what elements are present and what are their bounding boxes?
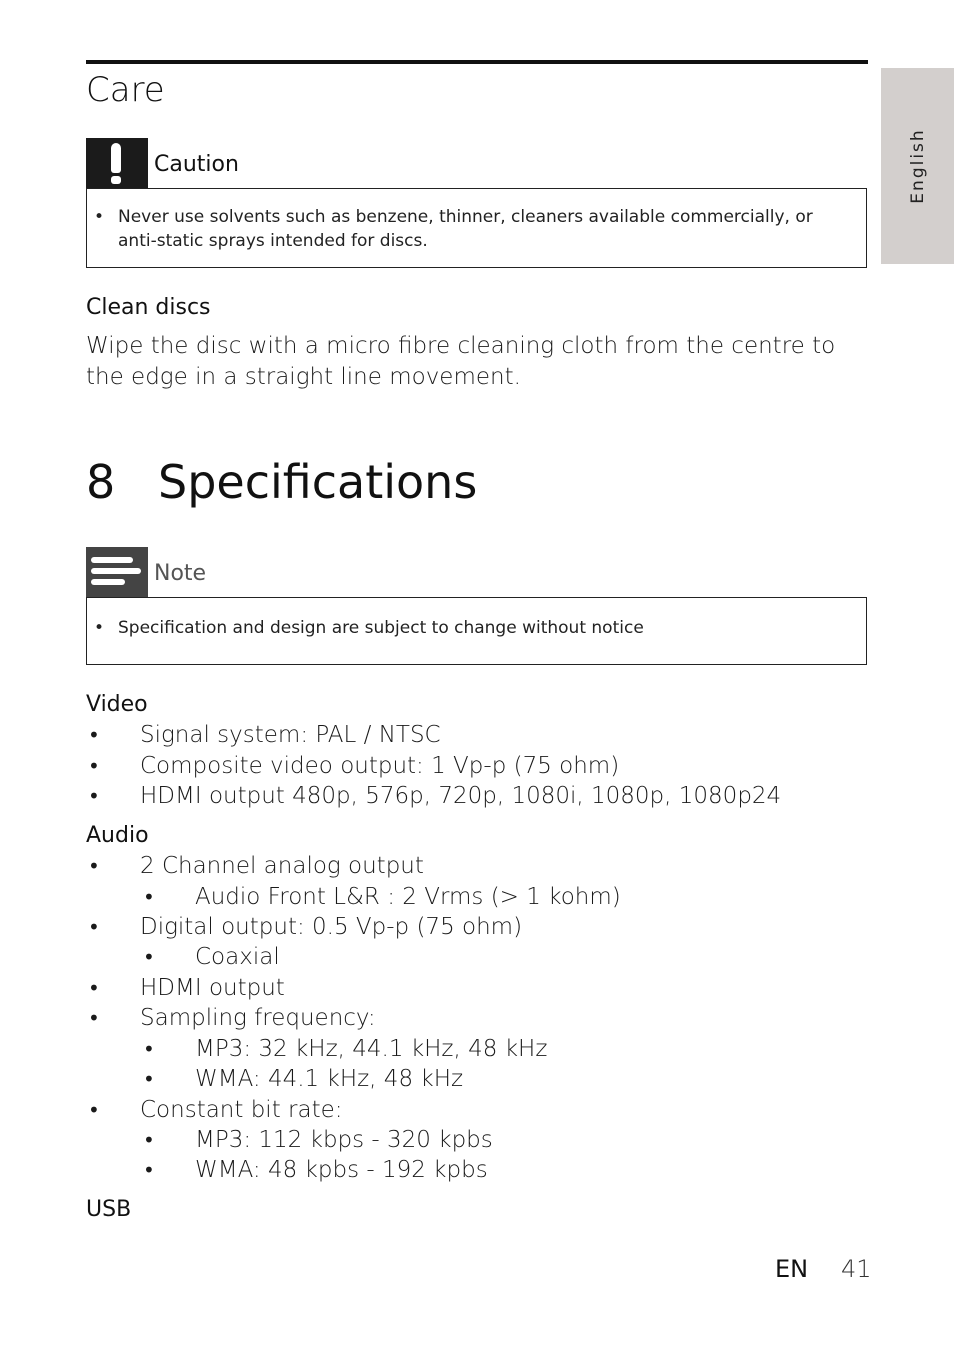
bullet: • [94, 207, 105, 227]
usb-heading: USB [86, 1197, 132, 1222]
audio-item: Sampling frequency: [140, 1005, 376, 1031]
bullet: • [88, 1098, 100, 1122]
side-tab-label: English [907, 128, 928, 204]
audio-subitem: MP3: 112 kbps - 320 kpbs [195, 1127, 493, 1153]
caution-item [94, 205, 848, 253]
bullet: • [88, 854, 100, 878]
exclamation-icon [86, 138, 148, 188]
caution-label: Caution [154, 152, 239, 177]
bullet: • [94, 618, 105, 638]
clean-discs-heading: Clean discs [86, 295, 211, 320]
video-heading: Video [86, 692, 148, 717]
audio-subitem: WMA: 44.1 kHz, 48 kHz [195, 1066, 464, 1092]
top-rule [86, 60, 868, 64]
video-item: Signal system: PAL / NTSC [140, 722, 441, 748]
bullet: • [143, 1037, 155, 1061]
bullet: • [88, 976, 100, 1000]
bullet: • [143, 1128, 155, 1152]
audio-item: HDMI output [140, 975, 285, 1001]
audio-item: Constant bit rate: [140, 1097, 343, 1123]
video-item: HDMI output 480p, 576p, 720p, 1080i, 1080p, 1080p24 [140, 783, 782, 809]
audio-subitem: WMA: 48 kpbs - 192 kpbs [195, 1157, 488, 1183]
bullet: • [88, 754, 100, 778]
note-box [86, 597, 867, 665]
audio-item: 2 Channel analog output [140, 853, 424, 879]
audio-heading: Audio [86, 823, 149, 848]
audio-item: Digital output: 0.5 Vp-p (75 ohm) [140, 914, 523, 940]
video-item: Composite video output: 1 Vp-p (75 ohm) [140, 753, 620, 779]
bullet: • [143, 885, 155, 909]
note-lines-icon [86, 547, 148, 597]
note-header [86, 547, 286, 597]
note-item-text: Specification and design are subject to change without notice [118, 618, 644, 638]
language-side-tab [881, 68, 954, 264]
clean-discs-text: Wipe the disc with a micro fibre cleaning cloth from the centre to the edge in a straight line movement. [86, 333, 836, 390]
audio-subitem: MP3: 32 kHz, 44.1 kHz, 48 kHz [195, 1036, 548, 1062]
bullet: • [88, 915, 100, 939]
bullet: • [88, 1006, 100, 1030]
bullet: • [88, 723, 100, 747]
chapter-title: Specifications [158, 455, 478, 509]
footer-language: EN [775, 1255, 809, 1283]
bullet: • [143, 1158, 155, 1182]
bullet: • [143, 945, 155, 969]
audio-subitem: Coaxial [195, 944, 280, 970]
page-number: 41 [841, 1255, 872, 1283]
caution-header [86, 138, 286, 188]
note-item [94, 616, 848, 640]
bullet: • [88, 784, 100, 808]
audio-subitem: Audio Front L&R : 2 Vrms (> 1 kohm) [195, 884, 621, 910]
care-title: Care [86, 70, 165, 110]
bullet: • [143, 1067, 155, 1091]
chapter-number: 8 [86, 455, 116, 509]
caution-box [86, 188, 867, 268]
caution-item-text: Never use solvents such as benzene, thinner, cleaners available commercially, or anti-static sprays intended for discs. [118, 207, 813, 251]
note-label: Note [154, 561, 207, 586]
